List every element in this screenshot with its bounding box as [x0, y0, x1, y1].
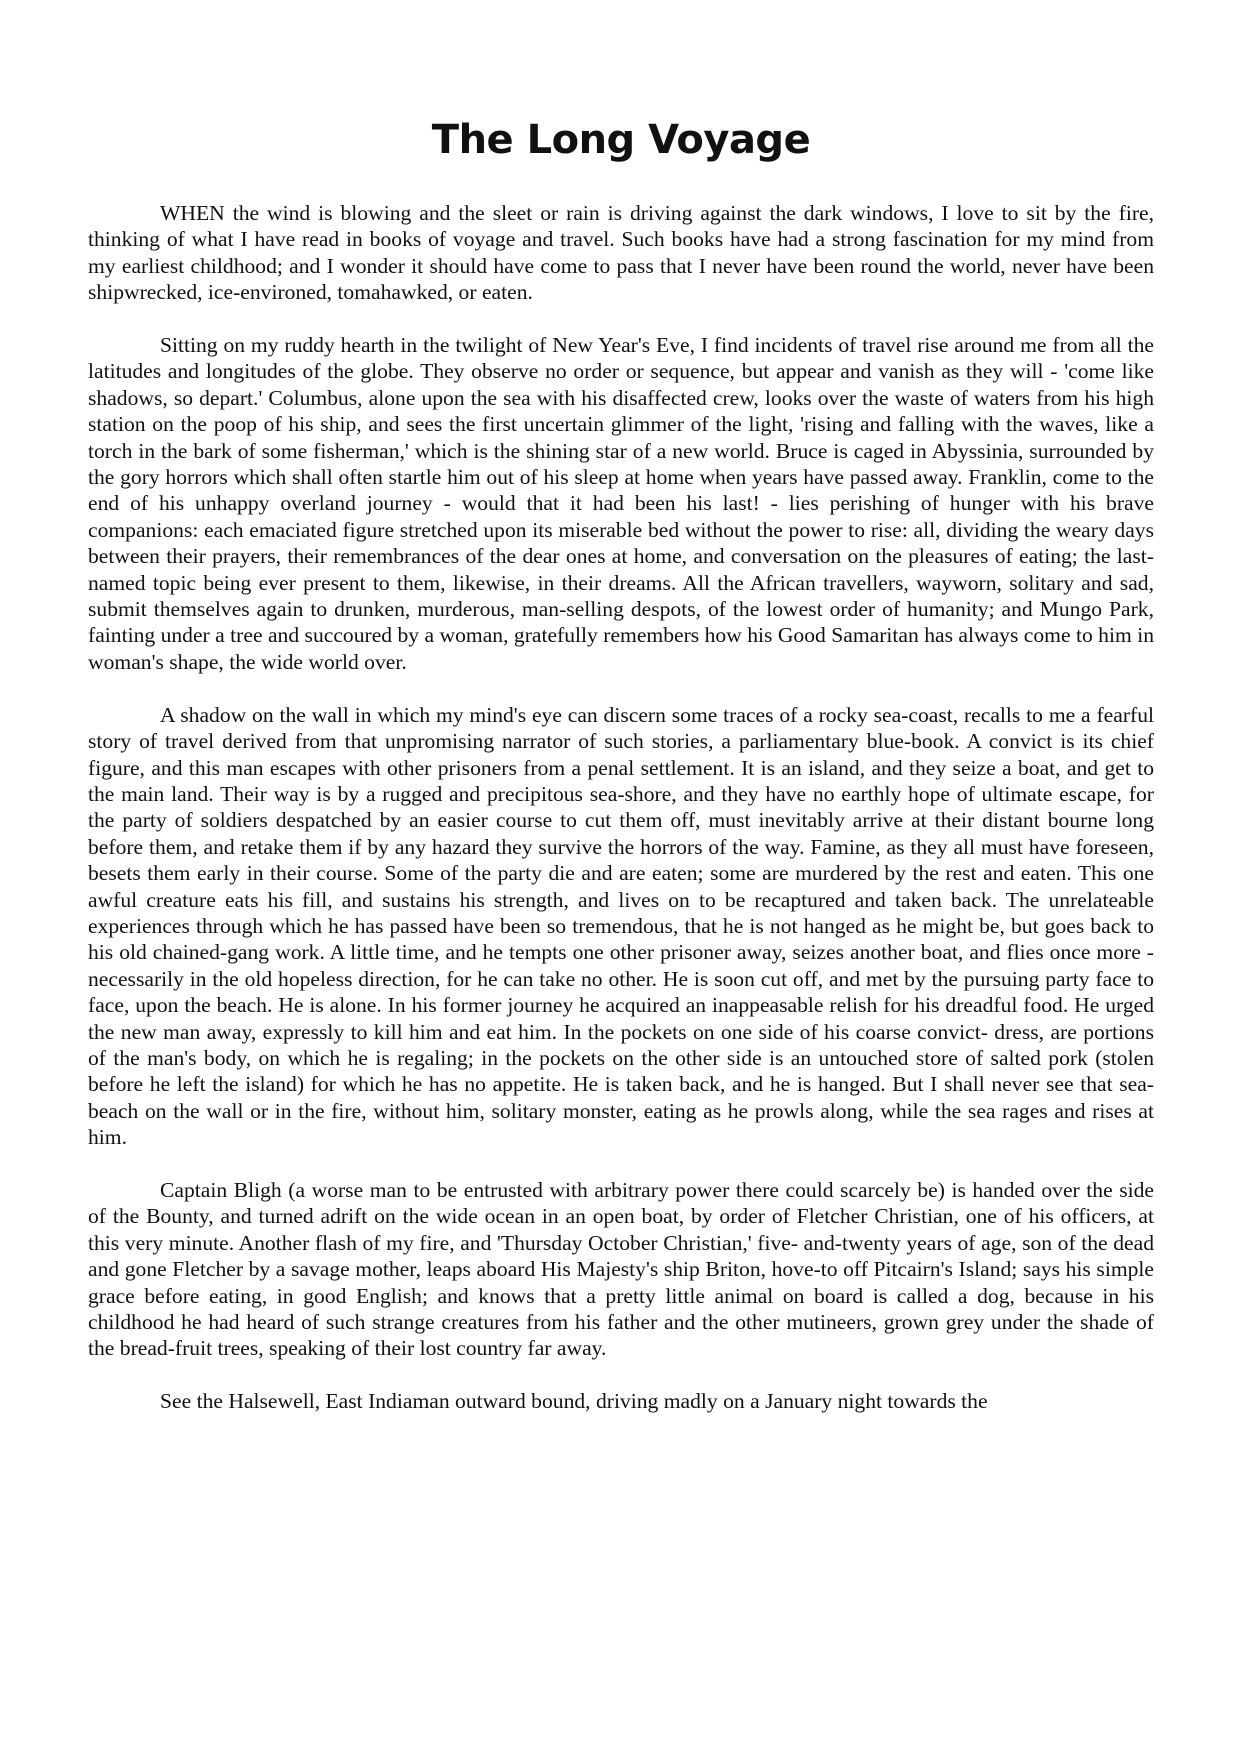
paragraph-2: Sitting on my ruddy hearth in the twilight of New Year's Eve, I find incidents of travel rise around me from all the latitudes and longitudes of the globe. They observe no order or sequence, but appear and vanish as they will - 'come like shadows, so depart.' Columbus, alone upon the sea with his disaffected crew, looks over the waste of waters from his high station on the poop of his ship, and sees the first uncertain glimmer of the light, 'rising and falling with the waves, like a torch in the bark of some fisherman,' which is the shining star of a new world. Bruce is caged in Abyssinia, surrounded by the gory horrors which shall often startle him out of his sleep at home when years have passed away. Franklin, come to the end of his unhappy overland journey - would that it had been his last! - lies perishing of hunger with his brave companions: each emaciated figure stretched upon its miserable bed without the power to rise: all, dividing the weary days between their prayers, their remembrances of the dear ones at home, and conversation on the pleasures of eating; the last-named topic being ever present to them, likewise, in their dreams. All the African travellers, wayworn, solitary and sad, submit themselves again to drunken, murderous, man-selling despots, of the lowest order of humanity; and Mungo Park, fainting under a tree and succoured by a woman, gratefully remembers how his Good Samaritan has always come to him in woman's shape, the wide world over. [88, 333, 1154, 674]
paragraph-5: See the Halsewell, East Indiaman outward bound, driving madly on a January night towards the [160, 1389, 988, 1414]
paragraph-1: WHEN the wind is blowing and the sleet or rain is driving against the dark windows, I love to sit by the fire, thinking of what I have read in books of voyage and travel. Such books have had a strong fascination for my mind from my earliest childhood; and I wonder it should have come to pass that I never have been round the world, never have been shipwrecked, ice-environed, tomahawked, or eaten. [88, 201, 1154, 305]
body-text [88, 200, 1154, 1441]
paragraph-4: Captain Bligh (a worse man to be entrusted with arbitrary power there could scarcely be) is handed over the side of the Bounty, and turned adrift on the wide ocean in an open boat, by order of Fletcher Christian, one of his officers, at this very minute. Another flash of my fire, and 'Thursday October Christian,' five- and-twenty years of age, son of the dead and gone Fletcher by a savage mother, leaps aboard His Majesty's ship Briton, hove-to off Pitcairn's Island; says his simple grace before eating, in good English; and knows that a pretty little animal on board is called a dog, because in his childhood he had heard of such strange creatures from his father and the other mutineers, grown grey under the shade of the bread-fruit trees, speaking of their lost country far away. [88, 1177, 1154, 1361]
paragraph-3: A shadow on the wall in which my mind's eye can discern some traces of a rocky sea-coast, recalls to me a fearful story of travel derived from that unpromising narrator of such stories, a parliamentary blue-book. A convict is its chief figure, and this man escapes with other prisoners from a penal settlement. It is an island, and they seize a boat, and get to the main land. Their way is by a rugged and precipitous sea-shore, and they have no earthly hope of ultimate escape, for the party of soldiers despatched by an easier course to cut them off, must inevitably arrive at their distant bourne long before them, and retake them if by any hazard they survive the horrors of the way. Famine, as they all must have foreseen, besets them early in their course. Some of the party die and are eaten; some are murdered by the rest and eaten. This one awful creature eats his fill, and sustains his strength, and lives on to be recaptured and taken back. The unrelateable experiences through which he has passed have been so tremendous, that he is not hanged as he might be, but goes back to his old chained-gang work. A little time, and he tempts one other prisoner away, seizes another boat, and flies once more - necessarily in the old hopeless direction, for he can take no other. He is soon cut off, and met by the pursuing party face to face, upon the beach. He is alone. In his former journey he acquired an inappeasable relish for his dreadful food. He urged the new man away, expressly to kill him and eat him. In the pockets on one side of his coarse convict- dress, are portions of the man's body, on which he is regaling; in the pockets on the other side is an untouched store of salted pork (stolen before he left the island) for which he has no appetite. He is taken back, and he is hanged. But I shall never see that sea-beach on the wall or in the fire, without him, solitary monster, eating as he prowls along, while the sea rages and rises at him. [88, 702, 1154, 1150]
page-title: The Long Voyage [431, 117, 811, 163]
